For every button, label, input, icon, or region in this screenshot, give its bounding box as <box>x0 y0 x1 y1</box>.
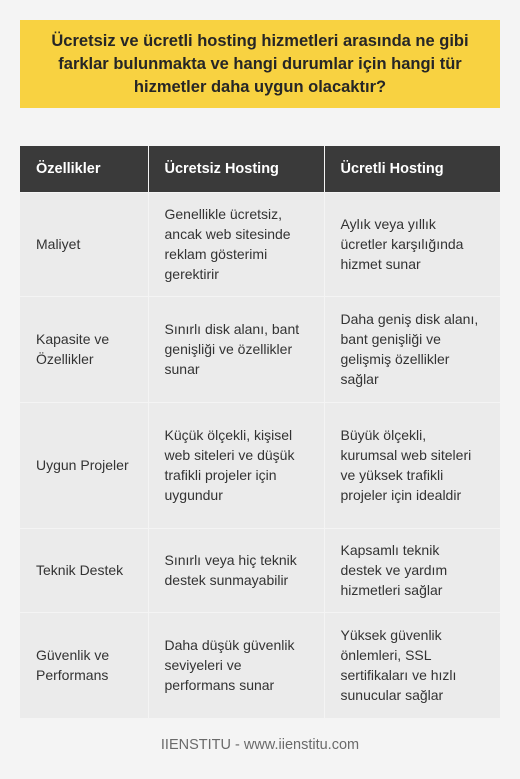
cell-feature: Teknik Destek <box>20 528 148 612</box>
cell-paid: Kapsamlı teknik destek ve yardım hizmetleri sağlar <box>324 528 500 612</box>
cell-free: Genellikle ücretsiz, ancak web sitesinde reklam gösterimi gerektirir <box>148 192 324 296</box>
table-row-capacity <box>20 296 500 402</box>
cell-paid: Yüksek güvenlik önlemleri, SSL sertifikaları ve hızlı sunucular sağlar <box>324 612 500 718</box>
cell-feature: Kapasite ve Özellikler <box>20 296 148 402</box>
cell-paid: Daha geniş disk alanı, bant genişliği ve gelişmiş özellikler sağlar <box>324 296 500 402</box>
cell-paid: Aylık veya yıllık ücretler karşılığında hizmet sunar <box>324 192 500 296</box>
page-title: Ücretsiz ve ücretli hosting hizmetleri arasında ne gibi farklar bulunmakta ve hangi durumlar için hangi tür hizmetler daha uygun olacaktır? <box>51 31 469 96</box>
table-row-security <box>20 612 500 718</box>
table-row-projects <box>20 402 500 528</box>
header-free-hosting: Ücretsiz Hosting <box>148 146 324 192</box>
cell-free: Sınırlı disk alanı, bant genişliği ve özellikler sunar <box>148 296 324 402</box>
cell-free: Daha düşük güvenlik seviyeleri ve performans sunar <box>148 612 324 718</box>
cell-free: Sınırlı veya hiç teknik destek sunmayabilir <box>148 528 324 612</box>
cell-paid: Büyük ölçekli, kurumsal web siteleri ve yüksek trafikli projeler için idealdir <box>324 402 500 528</box>
comparison-table <box>20 146 500 718</box>
title-banner <box>20 20 500 108</box>
cell-free: Küçük ölçekli, kişisel web siteleri ve düşük trafikli projeler için uygundur <box>148 402 324 528</box>
cell-feature: Güvenlik ve Performans <box>20 612 148 718</box>
table-row-cost <box>20 192 500 296</box>
header-features: Özellikler <box>20 146 148 192</box>
table-header-row <box>20 146 500 192</box>
footer-credit: IIENSTITU - www.iienstitu.com <box>160 737 360 753</box>
header-paid-hosting: Ücretli Hosting <box>324 146 500 192</box>
cell-feature: Uygun Projeler <box>20 402 148 528</box>
table-row-support <box>20 528 500 612</box>
cell-feature: Maliyet <box>20 192 148 296</box>
